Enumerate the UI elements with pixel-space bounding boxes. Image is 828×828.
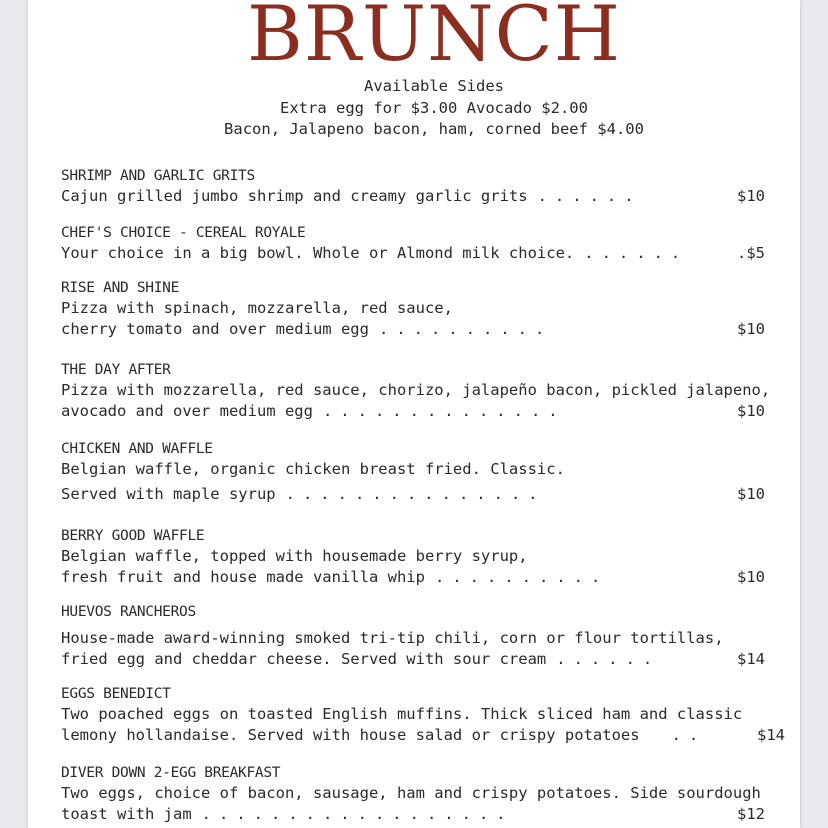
item-description-end: fresh fruit and house made vanilla whip xyxy=(61,568,425,586)
menu-page xyxy=(28,0,800,828)
sides-meats: Bacon, Jalapeno bacon, ham, corned beef $4.00 xyxy=(224,120,644,138)
sides-eggs-avocado: Extra egg for $3.00 Avocado $2.00 xyxy=(280,98,588,117)
item-description-end: toast with jam xyxy=(61,805,192,823)
item-price: $10 xyxy=(737,320,765,338)
item-name: BERRY GOOD WAFFLE xyxy=(61,528,205,544)
item-price: $10 xyxy=(737,568,765,586)
item-price-line xyxy=(61,804,771,825)
leader-dots: ...... xyxy=(537,187,642,205)
item-description-end: cherry tomato and over medium egg xyxy=(61,320,369,338)
item-price: $10 xyxy=(737,187,765,205)
menu-item-the-day-after xyxy=(61,360,771,422)
menu-title: BRUNCH xyxy=(246,0,622,78)
item-price: $12 xyxy=(737,805,765,823)
item-description: Pizza with mozzarella, red sauce, chorizo, jalapeño bacon, pickled jalapeno, xyxy=(61,381,771,399)
item-name: THE DAY AFTER xyxy=(61,362,171,378)
item-description: Your choice in a big bowl. Whole or Almond milk choice. xyxy=(61,244,575,262)
leader-dots: .............. xyxy=(322,402,566,420)
sides-heading: Available Sides xyxy=(364,77,504,95)
item-description: Belgian waffle, topped with housemade berry syrup, xyxy=(61,547,528,565)
leader-dots: .......... xyxy=(378,320,553,338)
available-sides xyxy=(48,76,800,141)
item-price: $10 xyxy=(737,402,765,420)
menu-item-shrimp-grits xyxy=(61,166,771,207)
menu-item-berry-good-waffle xyxy=(61,526,771,588)
item-description-end: Served with maple syrup xyxy=(61,485,276,503)
item-name: CHICKEN AND WAFFLE xyxy=(61,441,213,457)
item-name: SHRIMP AND GARLIC GRITS xyxy=(61,168,255,184)
item-description: Two poached eggs on toasted English muffins. Thick sliced ham and classic xyxy=(61,705,743,723)
item-price-line xyxy=(61,567,771,588)
leader-dots: ............... xyxy=(285,485,546,503)
item-price: $10 xyxy=(737,485,765,503)
item-price-line xyxy=(61,649,771,670)
item-price: $14 xyxy=(737,650,765,668)
menu-item-huevos-rancheros xyxy=(61,602,771,670)
item-description-end: avocado and over medium egg xyxy=(61,402,313,420)
leader-dots: ...... xyxy=(556,650,661,668)
item-price: .$5 xyxy=(737,244,765,262)
item-name: RISE AND SHINE xyxy=(61,280,180,296)
item-name: CHEF'S CHOICE - CEREAL ROYALE xyxy=(61,225,306,241)
menu-item-diver-down-breakfast xyxy=(61,763,771,825)
item-description: Two eggs, choice of bacon, sausage, ham and crispy potatoes. Side sourdough xyxy=(61,784,761,802)
item-description: Belgian waffle, organic chicken breast fried. Classic. xyxy=(61,460,565,478)
leader-dots: .......... xyxy=(434,568,609,586)
item-description-end: lemony hollandaise. Served with house salad or crispy potatoes xyxy=(61,726,640,744)
item-price-line xyxy=(61,484,771,505)
item-price-line xyxy=(61,243,771,264)
menu-item-cereal-royale xyxy=(61,223,771,264)
menu-item-chicken-and-waffle xyxy=(61,439,771,505)
item-name: HUEVOS RANCHEROS xyxy=(61,604,196,620)
item-price-line xyxy=(61,319,771,340)
menu-item-rise-and-shine xyxy=(61,278,771,340)
item-description: Pizza with spinach, mozzarella, red sauce, xyxy=(61,299,453,317)
item-price: $14 xyxy=(757,726,785,744)
item-price-line xyxy=(61,186,771,207)
item-name: DIVER DOWN 2-EGG BREAKFAST xyxy=(61,765,281,781)
leader-dots: ...... xyxy=(584,244,689,262)
item-description: Cajun grilled jumbo shrimp and creamy garlic grits xyxy=(61,187,528,205)
item-description: House-made award-winning smoked tri-tip chili, corn or flour tortillas, xyxy=(61,629,724,647)
leader-dots: .. xyxy=(671,726,707,744)
item-description-end: fried egg and cheddar cheese. Served with sour cream xyxy=(61,650,547,668)
menu-item-eggs-benedict xyxy=(61,684,785,746)
item-price-line xyxy=(61,401,771,422)
item-name: EGGS BENEDICT xyxy=(61,686,171,702)
item-price-line xyxy=(61,725,785,746)
leader-dots: .................. xyxy=(201,805,514,823)
